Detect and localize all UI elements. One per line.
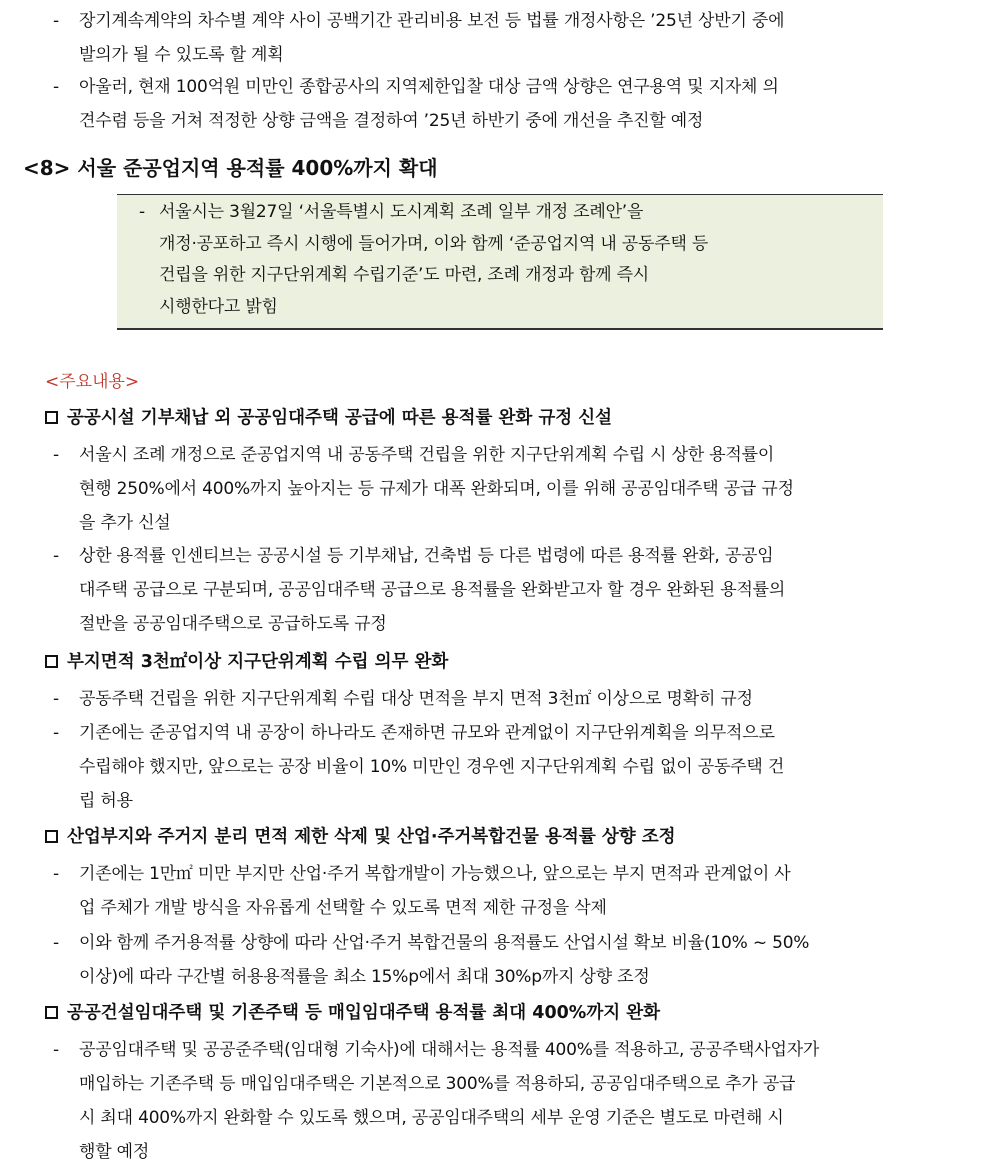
dash-marker: - — [53, 933, 59, 953]
bullet-item — [53, 438, 794, 540]
text-line: 견수렴 등을 거쳐 적정한 상향 금액을 결정하여 ’25년 하반기 중에 개선을 추진할 예정 — [79, 111, 704, 131]
dash-marker: - — [53, 689, 59, 709]
bullet-item-regional-bidding — [53, 70, 779, 138]
bullet-item — [53, 1033, 820, 1169]
text-line: 이와 함께 주거용적률 상향에 따라 산업·주거 복합건물의 용적률도 산업시설 확보 비율(10% ~ 50% — [79, 933, 810, 953]
text-line: 시 최대 400%까지 완화할 수 있도록 했으며, 공공임대주택의 세부 운영 기준은 별도로 마련해 시 — [79, 1108, 784, 1128]
text-line: 수립해야 했지만, 앞으로는 공장 비율이 10% 미만인 경우엔 지구단위계획 수립 없이 공동주택 건 — [79, 757, 785, 777]
text-line: 현행 250%에서 400%까지 높아지는 등 규제가 대폭 완화되며, 이를 위해 공공임대주택 공급 규정 — [79, 479, 794, 499]
text-line: 대주택 공급으로 구분되며, 공공임대주택 공급으로 용적률을 완화받고자 할 경우 완화된 용적률의 — [79, 580, 786, 600]
text-line: 매입하는 기존주택 등 매입임대주택은 기본적으로 300%를 적용하되, 공공임대주택으로 추가 공급 — [79, 1074, 796, 1094]
dash-marker: - — [53, 864, 59, 884]
dash-marker: - — [53, 77, 59, 97]
text-line: 행할 예정 — [79, 1142, 150, 1162]
text-line: 상한 용적률 인센티브는 공공시설 등 기부채납, 건축법 등 다른 법령에 따른 용적률 완화, 공공임 — [79, 546, 774, 566]
bullet-item — [53, 682, 753, 716]
bullet-item — [53, 716, 785, 818]
text-line: 공동주택 건립을 위한 지구단위계획 수립 대상 면적을 부지 면적 3천㎡ 이상으로 명확히 규정 — [79, 689, 753, 709]
text-line: 업 주체가 개발 방식을 자유롭게 선택할 수 있도록 면적 제한 규정을 삭제 — [79, 898, 607, 918]
heading-text: 부지면적 3천㎡이상 지구단위계획 수립 의무 완화 — [67, 652, 449, 672]
dash-marker: - — [53, 11, 59, 31]
text-line: 서울시는 3월27일 ‘서울특별시 도시계획 조례 일부 개정 조례안’을 — [159, 202, 644, 222]
text-line: 립 허용 — [79, 791, 133, 811]
heading-site-area — [45, 647, 448, 677]
heading-text: 산업부지와 주거지 분리 면적 제한 삭제 및 산업·주거복합건물 용적률 상향 조정 — [67, 827, 676, 847]
text-line: 이상)에 따라 구간별 허용용적률을 최소 15%p에서 최대 30%p까지 상향 조정 — [79, 967, 650, 987]
bullet-item — [53, 857, 791, 925]
dash-marker: - — [139, 202, 145, 222]
section-title: <8> 서울 준공업지역 용적률 400%까지 확대 — [23, 156, 438, 180]
checkbox-square-icon — [45, 1006, 58, 1019]
heading-industrial-residential — [45, 822, 676, 852]
summary-item — [139, 197, 709, 323]
bullet-item — [53, 926, 810, 994]
checkbox-square-icon — [45, 411, 58, 424]
text-line: 절반을 공공임대주택으로 공급하도록 규정 — [79, 614, 387, 634]
dash-marker: - — [53, 1040, 59, 1060]
heading-far-incentive — [45, 403, 612, 433]
text-line: 아울러, 현재 100억원 미만인 종합공사의 지역제한입찰 대상 금액 상향은 연구용역 및 지자체 의 — [79, 77, 779, 97]
dash-marker: - — [53, 723, 59, 743]
text-line: 서울시 조례 개정으로 준공업지역 내 공동주택 건립을 위한 지구단위계획 수립 시 상한 용적률이 — [79, 445, 775, 465]
text-line: 공공임대주택 및 공공준주택(임대형 기숙사)에 대해서는 용적률 400%를 적용하고, 공공주택사업자가 — [79, 1040, 820, 1060]
text-line: 건립을 위한 지구단위계획 수립기준’도 마련, 조례 개정과 함께 즉시 — [159, 265, 650, 285]
checkbox-square-icon — [45, 830, 58, 843]
bullet-item — [53, 539, 786, 641]
text-line: 기존에는 준공업지역 내 공장이 하나라도 존재하면 규모와 관계없이 지구단위계획을 의무적으로 — [79, 723, 775, 743]
text-line: 을 추가 신설 — [79, 513, 171, 533]
dash-marker: - — [53, 445, 59, 465]
heading-text: 공공건설임대주택 및 기존주택 등 매입임대주택 용적률 최대 400%까지 완화 — [67, 1003, 661, 1023]
main-content-label: <주요내용> — [45, 372, 140, 392]
heading-text: 공공시설 기부채납 외 공공임대주택 공급에 따른 용적률 완화 규정 신설 — [67, 408, 613, 428]
text-line: 장기계속계약의 차수별 계약 사이 공백기간 관리비용 보전 등 법률 개정사항은 ’25년 상반기 중에 — [79, 11, 785, 31]
dash-marker: - — [53, 546, 59, 566]
summary-box — [117, 194, 883, 330]
heading-public-rental — [45, 998, 660, 1028]
text-line: 발의가 될 수 있도록 할 계획 — [79, 45, 284, 65]
text-line: 개정·공포하고 즉시 시행에 들어가며, 이와 함께 ‘준공업지역 내 공동주택 등 — [159, 233, 709, 254]
text-line: 시행한다고 밝힘 — [159, 296, 278, 317]
text-line: 기존에는 1만㎡ 미만 부지만 산업·주거 복합개발이 가능했으나, 앞으로는 부지 면적과 관계없이 사 — [79, 864, 791, 884]
bullet-item-contract-gap — [53, 4, 785, 72]
checkbox-square-icon — [45, 655, 58, 668]
